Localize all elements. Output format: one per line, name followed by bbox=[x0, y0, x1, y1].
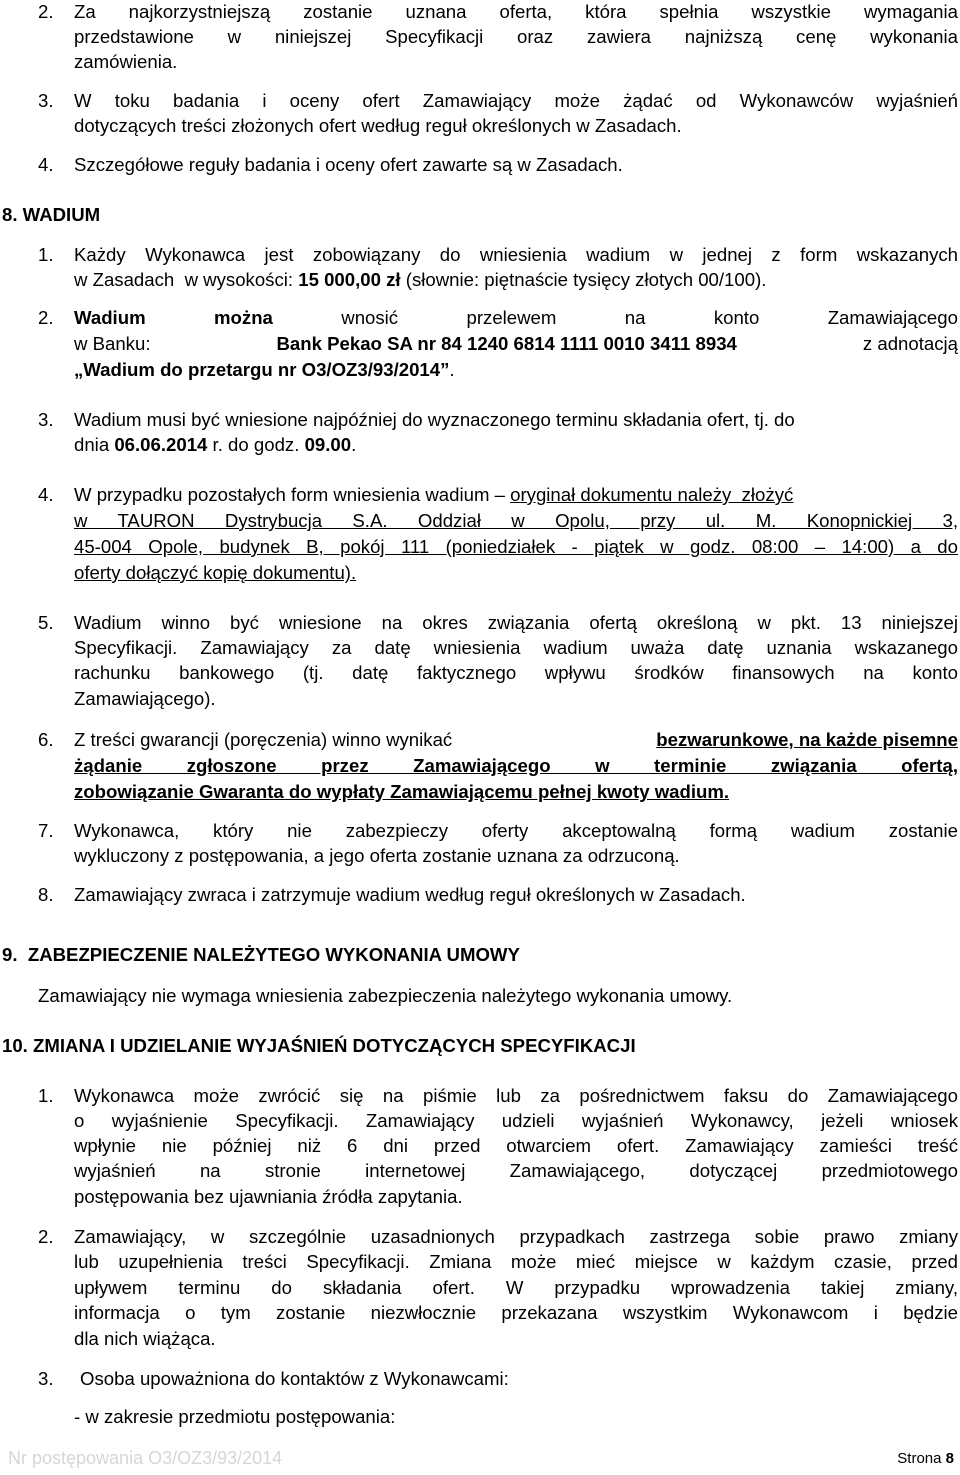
text-line: Zamawiający nie wymaga wniesienia zabezpieczenia należytego wykonania umowy. bbox=[38, 985, 733, 1006]
text-line: wyjaśnień na stronie internetowej Zamawiającego, dotyczącej przedmiotowego bbox=[74, 1160, 958, 1181]
text-line: Zamawiający, w szczególnie uzasadnionych przypadkach zastrzega sobie prawo zmiany bbox=[74, 1226, 958, 1247]
text-line: Wadium winno być wniesione na okres związania ofertą określoną w pkt. 13 niniejszej bbox=[74, 612, 958, 633]
item-number: 1. bbox=[38, 244, 54, 265]
text-line: Osoba upoważniona do kontaktów z Wykonawcami: bbox=[80, 1368, 509, 1389]
item-number: 5. bbox=[38, 612, 54, 633]
text-line: rachunku bankowego (tj. datę faktycznego wpływu środków finansowych na konto bbox=[74, 662, 958, 683]
text-line: Każdy Wykonawca jest zobowiązany do wniesienia wadium w jednej z form wskazanych bbox=[74, 244, 958, 265]
text-line: informacja o tym zostanie niezwłocznie przekazana wszystkim Wykonawcom i będzie bbox=[74, 1302, 958, 1323]
text-line: o wyjaśnienie Specyfikacji. Zamawiający udzieli wyjaśnień Wykonawcy, jeżeli wniosek bbox=[74, 1110, 958, 1131]
section-heading-zmiana: 10. ZMIANA I UDZIELANIE WYJAŚNIEŃ DOTYCZĄCYCH SPECYFIKACJI bbox=[2, 1035, 636, 1056]
item-number: 1. bbox=[38, 1085, 54, 1106]
text-line: dla nich wiążąca. bbox=[74, 1328, 216, 1349]
text-line: postępowania bez ujawniania źródła zapytania. bbox=[74, 1186, 463, 1207]
item-number: 3. bbox=[38, 1368, 54, 1389]
text-line: oferty dołączyć kopię dokumentu). bbox=[74, 562, 357, 583]
text-line: w TAURON Dystrybucja S.A. Oddział w Opolu, przy ul. M. Konopnickiej 3, bbox=[74, 510, 958, 531]
text-line: wykluczony z postępowania, a jego oferta zostanie uznana za odrzuconą. bbox=[74, 845, 680, 866]
text-line: upływem terminu do składania ofert. W przypadku wprowadzenia takiej zmiany, bbox=[74, 1277, 958, 1298]
text-line: dotyczących treści złożonych ofert według reguł określonych w Zasadach. bbox=[74, 115, 682, 136]
item-number: 2. bbox=[38, 1226, 54, 1247]
text-line: W przypadku pozostałych form wniesienia wadium – oryginał dokumentu należy złożyć bbox=[74, 484, 794, 505]
text-line: - w zakresie przedmiotu postępowania: bbox=[74, 1406, 396, 1427]
text-line: zobowiązanie Gwaranta do wypłaty Zamawiającemu pełnej kwoty wadium. bbox=[74, 781, 730, 802]
item-number: 4. bbox=[38, 484, 54, 505]
text-line: żądanie zgłoszone przez Zamawiającego w terminie związania ofertą, bbox=[74, 755, 958, 776]
footer-procedure-number: Nr postępowania O3/OZ3/93/2014 bbox=[8, 1448, 283, 1468]
text-line: wpłynie nie później niż 6 dni przed otwarciem ofert. Zamawiający zamieści treść bbox=[74, 1135, 958, 1156]
text-line: Wykonawca może zwrócić się na piśmie lub za pośrednictwem faksu do Zamawiającego bbox=[74, 1085, 958, 1106]
item-number: 6. bbox=[38, 729, 54, 750]
text-line: Zamawiający zwraca i zatrzymuje wadium według reguł określonych w Zasadach. bbox=[74, 884, 746, 905]
text-line: Specyfikacji. Zamawiający za datę wniesienia wadium uważa datę uznania wskazanego bbox=[74, 637, 958, 658]
item-number: 4. bbox=[38, 154, 54, 175]
text-line: Zamawiającego). bbox=[74, 688, 216, 709]
text-line: Wadium musi być wniesione najpóźniej do wyznaczonego terminu składania ofert, tj. do bbox=[74, 409, 795, 430]
item-number: 3. bbox=[38, 409, 54, 430]
text-line: Wadium można wnosić przelewem na konto Zamawiającego bbox=[74, 307, 958, 328]
text-line: przedstawione w niniejszej Specyfikacji oraz zawiera najniższą cenę wykonania bbox=[74, 26, 958, 47]
section-heading-zabezpieczenie: 9. ZABEZPIECZENIE NALEŻYTEGO WYKONANIA UMOWY bbox=[2, 944, 520, 965]
footer-page-number: Strona 8 bbox=[897, 1450, 954, 1467]
text-line: dnia 06.06.2014 r. do godz. 09.00. bbox=[74, 434, 357, 455]
text-line: 45-004 Opole, budynek B, pokój 111 (poniedziałek - piątek w godz. 08:00 – 14:00) a do bbox=[74, 536, 958, 557]
item-number: 3. bbox=[38, 90, 54, 111]
text-line: w Zasadach w wysokości: 15 000,00 zł (słownie: piętnaście tysięcy złotych 00/100). bbox=[74, 269, 767, 290]
bank-account-line: w Banku: Bank Pekao SA nr 84 1240 6814 1111 0010 3411 8934 z adnotacją bbox=[74, 333, 958, 354]
text-line: W toku badania i oceny ofert Zamawiający może żądać od Wykonawców wyjaśnień bbox=[74, 90, 958, 111]
text-line: „Wadium do przetargu nr O3/OZ3/93/2014”. bbox=[74, 359, 455, 380]
item-number: 7. bbox=[38, 820, 54, 841]
text-line: Z treści gwarancji (poręczenia) winno wynikać bezwarunkowe, na każde pisemne bbox=[74, 729, 958, 750]
item-number: 2. bbox=[38, 307, 54, 328]
section-heading-wadium: 8. WADIUM bbox=[2, 204, 101, 225]
text-line: Za najkorzystniejszą zostanie uznana oferta, która spełnia wszystkie wymagania bbox=[74, 1, 958, 22]
text-line: zamówienia. bbox=[74, 51, 178, 72]
item-number: 8. bbox=[38, 884, 54, 905]
text-line: Wykonawca, który nie zabezpieczy oferty akceptowalną formą wadium zostanie bbox=[74, 820, 958, 841]
text-line: Szczegółowe reguły badania i oceny ofert zawarte są w Zasadach. bbox=[74, 154, 623, 175]
text-line: lub uzupełnienia treści Specyfikacji. Zmiana może mieć miejsce w każdym czasie, przed bbox=[74, 1251, 958, 1272]
item-number: 2. bbox=[38, 1, 54, 22]
